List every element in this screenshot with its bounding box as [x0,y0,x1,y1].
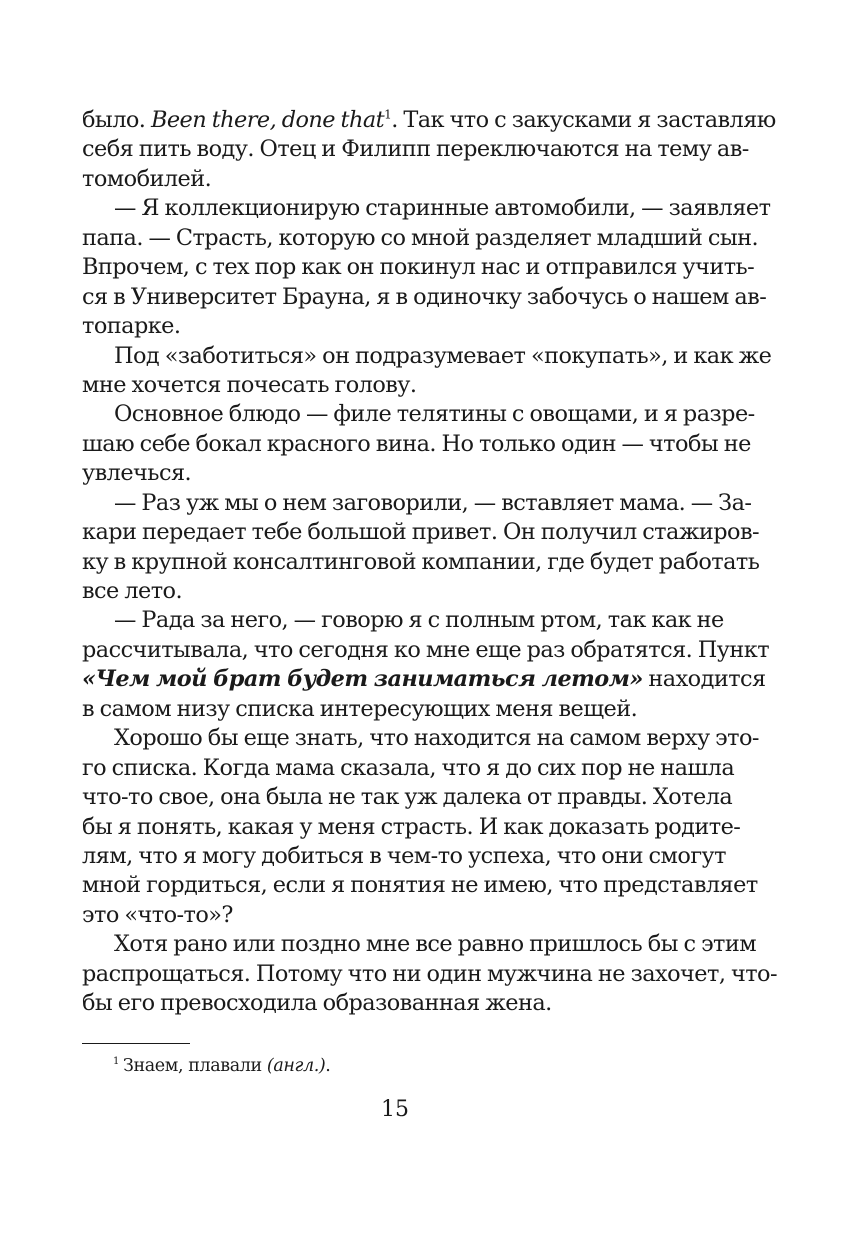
body-line: Под «заботиться» он подразумевает «покупать», и как же [114,342,772,369]
body-line: — Я коллекционирую старинные автомобили, — заявляет [114,195,771,222]
body-line: увлечься. [82,460,192,487]
body-line: лям, что я могу добиться в чем-то успеха, что они смогут [82,842,726,869]
body-line: ся в Университет Брауна, я в одиночку забочусь о нашем ав- [82,283,767,310]
body-line: го списка. Когда мама сказала, что я до сих пор не нашла [82,754,735,781]
emphasized-phrase: «Чем мой брат будет заниматься летом» [82,666,643,693]
page-body [82,106,777,1019]
body-line: топарке. [82,313,181,340]
body-line: ку в крупной консалтинговой компании, где будет работать [82,548,760,575]
body-line: папа. — Страсть, которую со мной разделяет младший сын. [82,224,759,251]
body-line: кари передает тебе большой привет. Он получил стажиров- [82,519,760,546]
body-line: себя пить воду. Отец и Филипп переключаются на тему ав- [82,136,749,163]
body-line: бы его превосходила образованная жена. [82,990,552,1017]
body-line: — Раз уж мы о нем заговорили, — вставляет мама. — За- [114,489,752,516]
body-line: все лето. [82,578,183,604]
body-line: мне хочется почесать голову. [82,371,417,398]
body-line: «Чем мой брат будет заниматься летом» находится [82,666,766,693]
page-number: 15 [381,1097,409,1122]
body-line: мной гордиться, если я понятия не имею, что представляет [82,872,758,899]
english-phrase: Been there, done that [150,107,385,133]
body-line: Впрочем, с тех пор как он покинул нас и отправился учить- [82,254,755,281]
body-line: бы я понять, какая у меня страсть. И как доказать родите- [82,813,741,840]
body-line: распрощаться. Потому что ни один мужчина не захочет, что- [82,960,777,987]
body-line: Основное блюдо — филе телятины с овощами, и я разре- [114,401,755,428]
body-line: было. Been there, done that$^1$. Так что с закусками я заставляю [82,107,776,133]
footnote-text: Знаем, плавали [122,1056,267,1076]
footnote-marker: 1 [113,1056,119,1068]
body-line: Хотя рано или поздно мне все равно пришлось бы с этим [114,931,757,958]
footnote-reference: 1 [384,107,392,122]
footnote: $^1$ Знаем, плавали (англ.). [113,1056,331,1076]
body-line: в самом низу списка интересующих меня вещей. [82,695,638,722]
body-line: томобилей. [82,165,212,192]
body-line: рассчитывала, что сегодня ко мне еще раз обратятся. Пункт [82,636,770,663]
footnote-language-note: (англ.) [266,1056,326,1076]
body-line: шаю себе бокал красного вина. Но только один — чтобы не [82,430,751,457]
body-line: что-то свое, она была не так уж далека от правды. Хотела [82,784,733,811]
body-line: это «что-то»? [82,901,233,928]
body-line: — Рада за него, — говорю я с полным ртом, так как не [114,607,724,634]
footnote-divider [82,1043,190,1044]
body-line: Хорошо бы еще знать, что находится на самом верху это- [114,725,759,752]
